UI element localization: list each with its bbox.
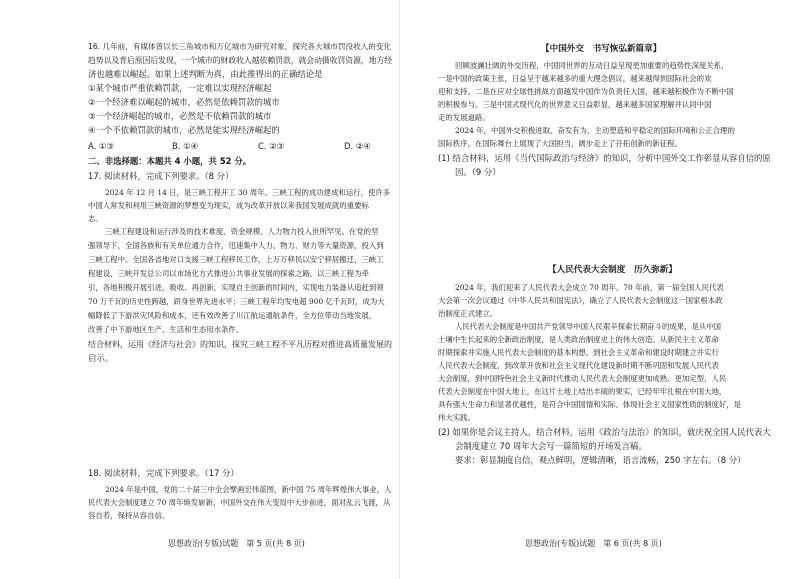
q17-material-line: 程建设，三峡开发总公司以市场化方式推进公共事业发展的探索之路，以三峡工程为牵 [88, 269, 369, 278]
sec1-material-line: 2024 年，中国外交积极进取、奋发有为，主动塑造和平稳定的国际环境和公正合理的 [455, 126, 735, 135]
q17-material-line: 三峡工程建设和运行涉及的技术难度、资金规模、人力物力投入世所罕见。在党的坚 [105, 227, 379, 236]
sec2-material-line: 治制度正式建立。 [438, 309, 498, 318]
sec1-material-line: 走的发展道路。 [438, 113, 490, 122]
q16-item: ①某个城市严重依赖罚款，一定难以实现经济崛起 [88, 83, 272, 93]
right-page [400, 0, 800, 579]
sec1-material-line: 回顾波澜壮阔的外交历程，中国同世界的互动日益呈现更加重要的趋势性深度关系， [455, 61, 729, 70]
sec1-material-line: 的积极参与。三是中国式现代化的世界意义日益彰显，越来越多国家理解并认同中国 [438, 100, 712, 109]
q17-material-line: 改善了中下游地区生产、生活和生态用水条件。 [88, 325, 244, 334]
sec1-material-line: 一是中国的政策主张，日益呈于越来越多的重大理念倡议，越来越得到国际社会的欢 [438, 74, 712, 83]
q17-task: 结合材料，运用《经济与社会》的知识，探究三峡工程不平凡历程对推进高质量发展的 [88, 340, 392, 349]
sec1-material-line: 迎和支持。二是在应对全球性挑战方面越发中国作为负责任大国，越来越积极作为不断中国 [438, 87, 734, 96]
sec2-material-line: 土壤中生长起来的全新政治制度，是人类政治制度史上的伟大创造。从新民主主义革命 [438, 335, 719, 344]
q17-material-line: 强领导下，全国各族和有关单位通力合作，迅速集中人力、物力、财力等大量资源，投入到 [88, 241, 384, 250]
sec2-material-line: 人民代表大会制度，到改革开放和社会主义现代化建设新时期不断巩固和发展人民代表 [438, 361, 719, 370]
sec2-material-line: 大会第一次会议通过《中华人民共和国宪法》，确立了人民代表大会制度这一国家根本政 [438, 296, 723, 305]
section-title: 【人民代表大会制度 历久弥新】 [548, 265, 677, 275]
sec2-task: (2) 如果你是会议主持人，结合材料，运用《政治与法治》的知识，就庆祝全国人民代表大 [438, 427, 771, 437]
q17-task: 启示。 [88, 353, 114, 363]
sec2-material-line: 人民代表大会制度是中国共产党领导中国人民艰辛探索长期奋斗的成果，是从中国 [455, 322, 722, 331]
q16-stem-line: 趋势以及背后原因后发现，一个城市的财政收入越依赖罚款，就会动摄收罚资源，地方经 [88, 56, 393, 65]
sec2-material-line: 具有强大生命力和显著优越性，是符合中国国情和实际、体现社会主义国家性质的制度好，是 [438, 400, 742, 409]
q16-option-c: C. ②③ [258, 141, 285, 151]
q17-material-line: 幅降低了下游洪灾风险和成本，还有效改善了川江航运通航条件，全方位带动当地发展， [88, 311, 377, 320]
sec2-material-line: 大会制度，到中国特色社会主义新时代推动人民代表大会制度更加成熟、更加定型，人民 [438, 374, 727, 383]
q17-material-line: 70 万千瓦的历史性跨越，跻身世界先进水平；三峡工程年均发电超 900 亿千瓦时，成为大 [88, 297, 385, 306]
q16-stem-line: 济也越难以崛起。如果上述判断为真，由此推得出的正确结论是 [88, 69, 323, 79]
q16-item: ④一个不依赖罚款的城市，必然是能实现经济崛起的 [88, 125, 280, 135]
q18-material-line: 民代表大会制度建立 70 周年焕发崭新，中国外交在伟大变局中大步前进，面对乱云飞渡，从 [88, 498, 391, 507]
q16-item: ③一个经济崛起的城市，必然是不依赖罚款的城市 [88, 111, 272, 121]
q17-head: 17. 阅读材料，完成下列要求。（8 分） [88, 171, 234, 181]
q17-material-line: 中国人常发和利用三峡资源的梦想变为现实，成为改革开放以来我国发展成就的重要标 [88, 201, 369, 210]
section-heading: 二、非选择题：本题共 4 小题，共 52 分。 [88, 156, 252, 166]
sec2-task: 要求：彰显制度自信，观点鲜明，逻辑清晰，语言流畅，250 字左右。（8 分） [455, 455, 746, 465]
q16-option-a: A. ①③ [88, 141, 114, 151]
sec2-material-line: 伟大实践。 [438, 413, 475, 422]
page-footer: 思想政治(专版)试题 第 5 页(共 8 页) [168, 539, 305, 548]
sec1-task: 因。（9 分） [455, 167, 501, 177]
sec2-material-line: 代表大会制度在中国大地上，在这片土地上结出丰硕的果实，已经牢牢扎根在中国大地， [438, 387, 727, 396]
q18-material-line: 容自若，保持从容自信。 [88, 511, 170, 520]
sec2-material-line: 时期探索并实施人民代表大会制度的基本构想，到社会主义革命和建设时期建立并实行 [438, 348, 719, 357]
sec2-task: 会制度建立 70 周年大会写一篇简短的开场发言稿。 [455, 441, 647, 451]
q18-head: 18. 阅读材料，完成下列要求。（17 分） [88, 468, 239, 478]
q17-material-line: 三峡工程中。全国各省地对口支援三峡工程移民工作，上万万移民以安宁移居搬迁，三峡工 [88, 255, 384, 264]
q17-material-line: 引，各地积极开展引进、吸收、再创新，实现自主创新的时间内，实现电力装备从追赶到领 [88, 283, 384, 292]
q17-material-line: 2024 年 12 月 14 日，是三峡工程开工 30 周年。三峡工程的成功建成和运行，使许多 [105, 188, 391, 197]
sec1-task: (1) 结合材料，运用《当代国际政治与经济》的知识，分析中国外交工作彰显从容自信的原 [438, 153, 771, 163]
q16-item: ②一个经济难以崛起的城市，必然是依赖罚款的城市 [88, 97, 280, 107]
q16-option-d: D. ②④ [344, 141, 371, 151]
section-title: 【中国外交 书写恢弘新篇章】 [541, 44, 662, 54]
q18-material-line: 2024 年是中国，党的二十届三中全会擘画宏伟蓝图，新中国 75 周年辉煌伟大事业，人 [105, 485, 392, 494]
q16-stem-line: 16. 几年前，有媒体曾以长三角城市和万亿城市为研究对象，探究各大城市罚没收入的变化 [88, 42, 392, 51]
page-footer: 思想政治(专版)试题 第 6 页(共 8 页) [525, 539, 662, 548]
q17-material-line: 志。 [88, 214, 103, 223]
sec1-material-line: 国际秩序，在国际舞台上展现了大国担当，阔步走上了开拓创新的新征程。 [438, 139, 682, 148]
q16-option-b: B. ①④ [172, 141, 199, 151]
sec2-material-line: 2024 年，我们迎来了人民代表大会成立 70 周年。70 年前，第一届全国人民代表 [455, 283, 724, 292]
